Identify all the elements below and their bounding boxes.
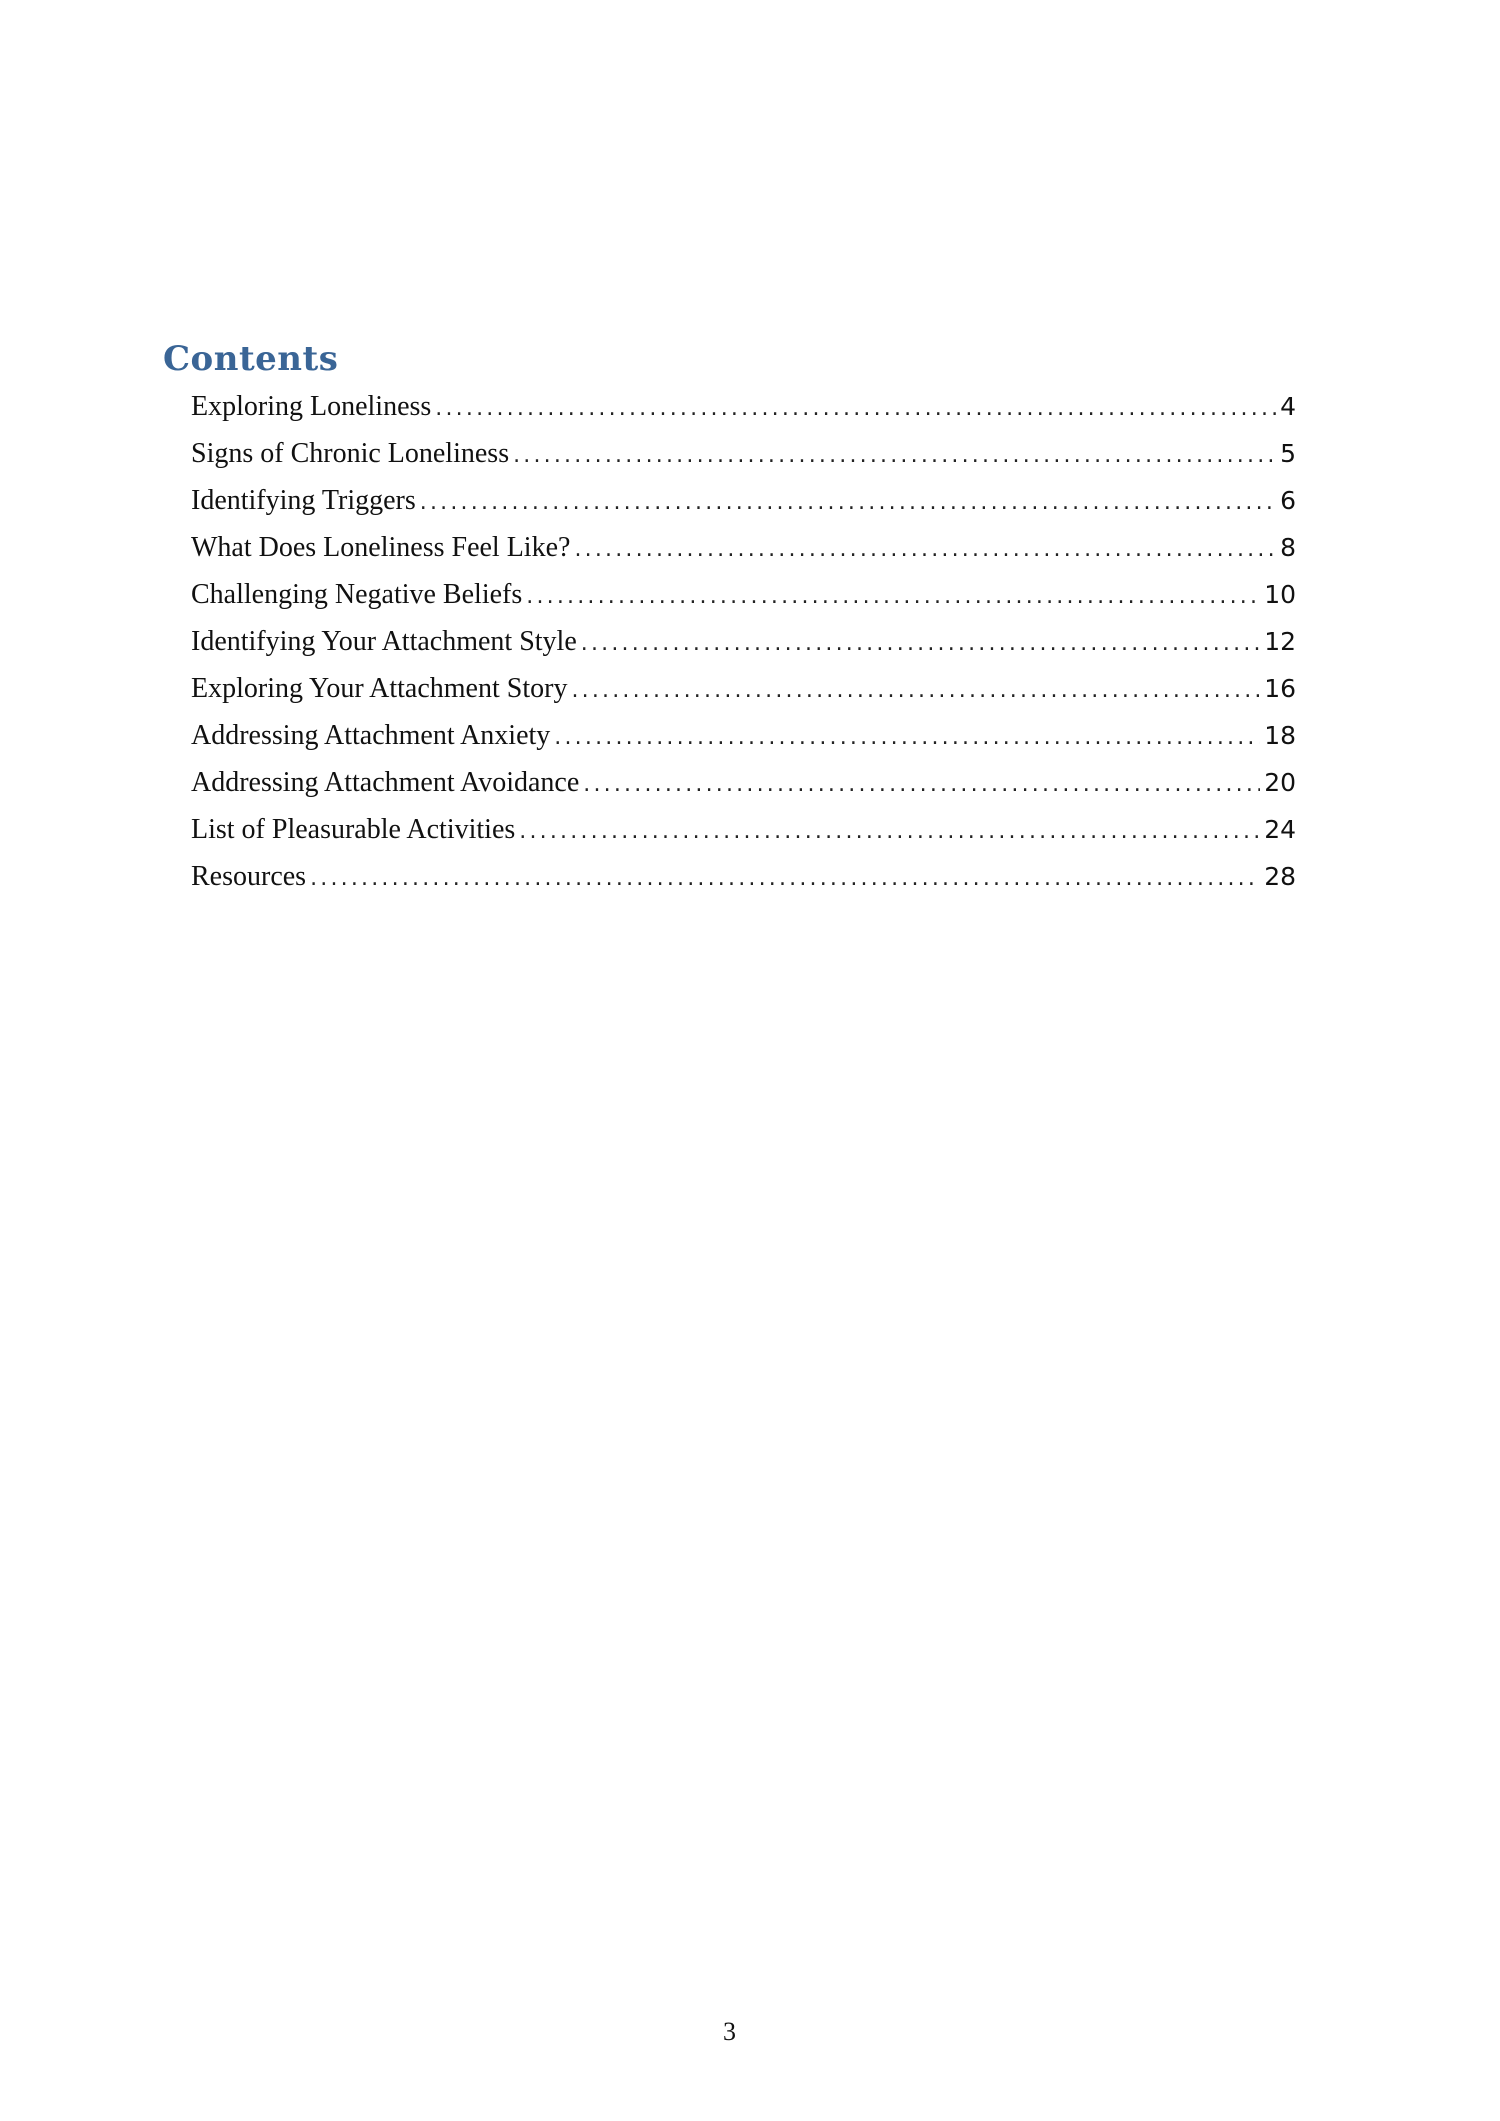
toc-entry-title: Identifying Triggers — [191, 485, 416, 516]
toc-entry-title: Signs of Chronic Loneliness — [191, 438, 510, 469]
toc-entry-addressing-attachment-anxiety[interactable] — [191, 712, 1296, 759]
toc-page-number: 24 — [1264, 815, 1296, 844]
toc-dot-leader — [526, 573, 1260, 620]
toc-dot-leader — [554, 714, 1260, 761]
contents-heading: Contents — [163, 339, 339, 379]
toc-entry-resources[interactable] — [191, 853, 1296, 900]
toc-dot-leader — [583, 761, 1260, 808]
toc-entry-title: Addressing Attachment Avoidance — [191, 767, 580, 798]
toc-entry-title: What Does Loneliness Feel Like? — [191, 532, 571, 563]
toc-page-number: 5 — [1280, 439, 1296, 468]
toc-entry-title: Identifying Your Attachment Style — [191, 626, 577, 657]
toc-dot-leader — [513, 432, 1276, 479]
toc-page-number: 10 — [1264, 580, 1296, 609]
toc-page-number: 12 — [1264, 627, 1296, 656]
page-number: 3 — [723, 2017, 736, 2046]
toc-page-number: 28 — [1264, 862, 1296, 891]
toc-page-number: 18 — [1264, 721, 1296, 750]
toc-page-number: 6 — [1280, 486, 1296, 515]
toc-entry-title: Exploring Loneliness — [191, 391, 432, 422]
toc-entry-exploring-your-attachment-story[interactable] — [191, 665, 1296, 712]
toc-entry-title: Challenging Negative Beliefs — [191, 579, 523, 610]
toc-entry-exploring-loneliness[interactable] — [191, 383, 1296, 430]
toc-entry-title: Exploring Your Attachment Story — [191, 673, 568, 704]
toc-dot-leader — [574, 526, 1276, 573]
toc-entry-identifying-your-attachment-style[interactable] — [191, 618, 1296, 665]
toc-entry-challenging-negative-beliefs[interactable] — [191, 571, 1296, 618]
toc-page-number: 8 — [1280, 533, 1296, 562]
toc-dot-leader — [571, 667, 1260, 714]
toc-dot-leader — [519, 808, 1260, 855]
toc-entry-title: List of Pleasurable Activities — [191, 814, 516, 845]
toc-entry-list-of-pleasurable-activities[interactable] — [191, 806, 1296, 853]
toc-entry-what-does-loneliness-feel-like[interactable] — [191, 524, 1296, 571]
toc-entry-addressing-attachment-avoidance[interactable] — [191, 759, 1296, 806]
toc-page-number: 4 — [1280, 392, 1296, 421]
toc-entry-title: Addressing Attachment Anxiety — [191, 720, 551, 751]
toc-entry-identifying-triggers[interactable] — [191, 477, 1296, 524]
table-of-contents — [191, 383, 1296, 900]
toc-dot-leader — [435, 385, 1276, 432]
toc-dot-leader — [420, 479, 1276, 526]
toc-entry-signs-of-chronic-loneliness[interactable] — [191, 430, 1296, 477]
toc-dot-leader — [310, 855, 1260, 902]
toc-dot-leader — [581, 620, 1260, 667]
toc-page-number: 16 — [1264, 674, 1296, 703]
toc-entry-title: Resources — [191, 861, 307, 892]
toc-page-number: 20 — [1264, 768, 1296, 797]
